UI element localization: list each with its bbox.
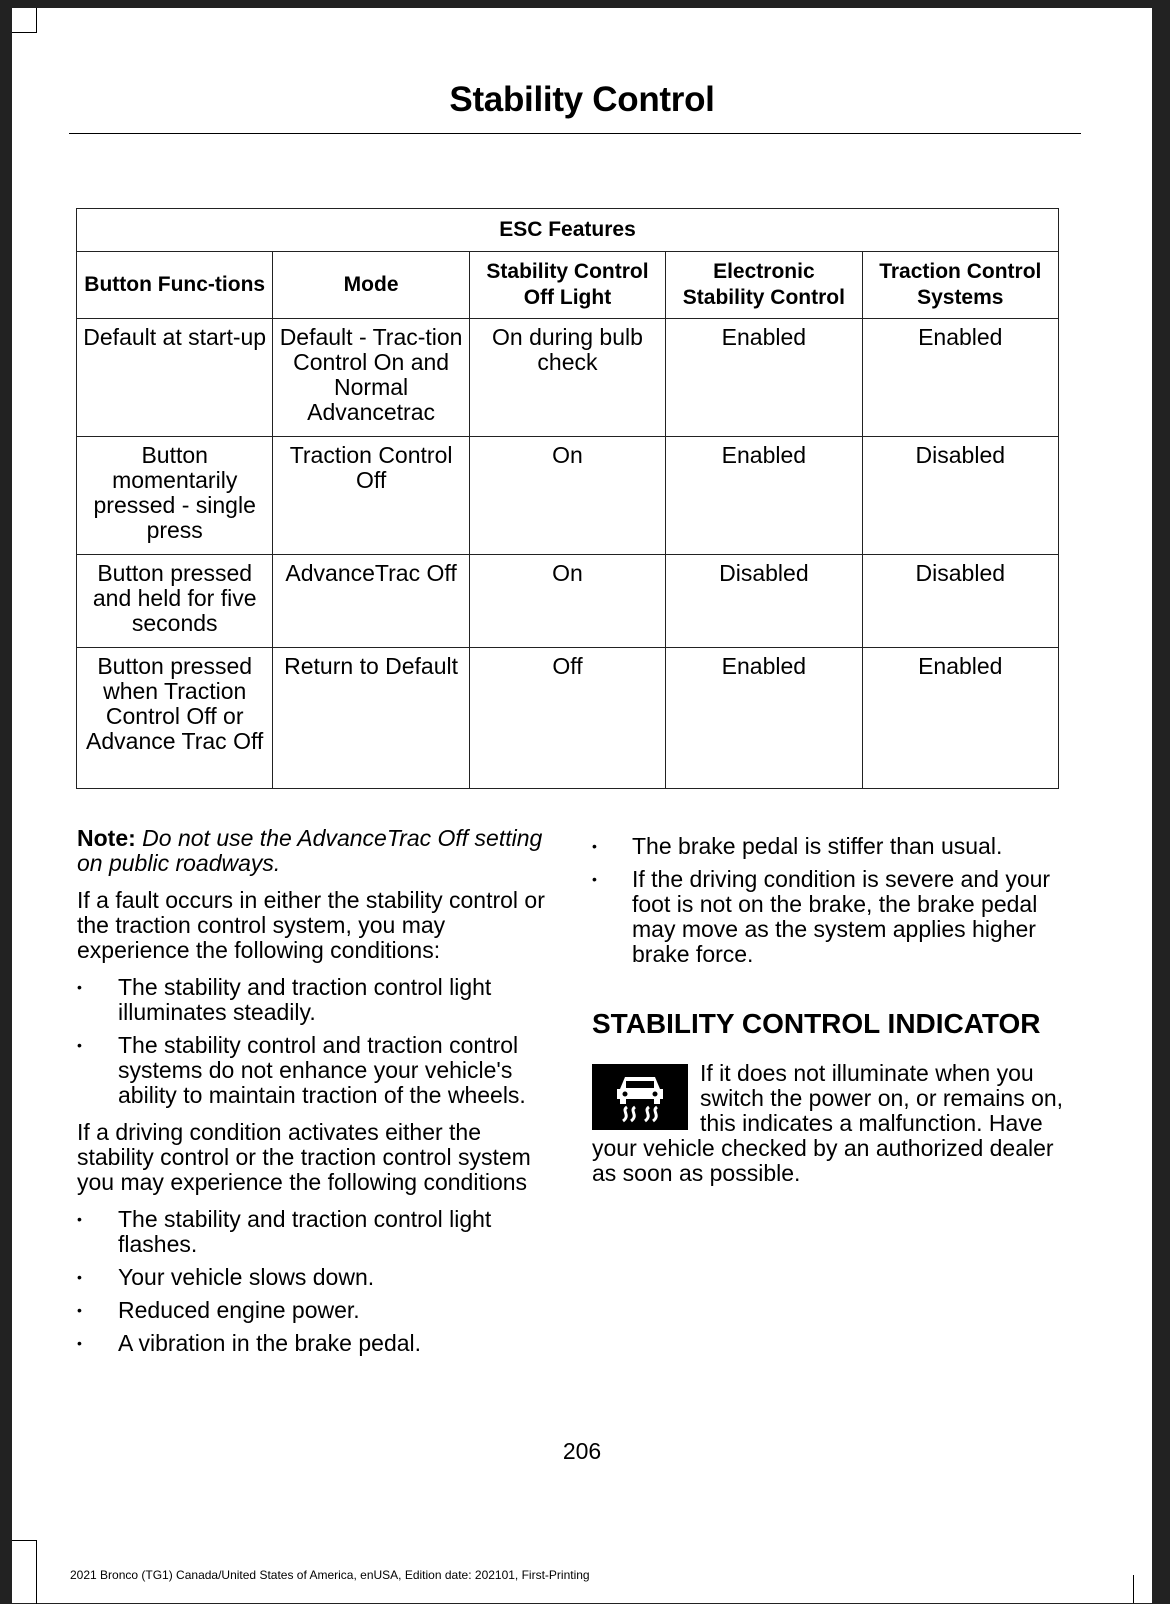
- bullet-list: [592, 834, 1072, 967]
- bullet-list: [77, 1207, 547, 1356]
- table-cell: Default at start-up: [77, 319, 273, 437]
- paragraph: If a driving condition activates either the stability control or the traction control system you may experience the following conditions: [77, 1119, 531, 1195]
- bullet-icon: •: [77, 1211, 82, 1227]
- table-cell: On: [469, 555, 665, 648]
- list-item: • A vibration in the brake pedal.: [77, 1330, 422, 1356]
- table-cell: Disabled: [862, 437, 1058, 555]
- table-row: [77, 319, 1059, 437]
- page-number: 206: [562, 1438, 602, 1464]
- title-rule: [69, 133, 1081, 134]
- table-cell: Enabled: [666, 437, 862, 555]
- note: [77, 826, 547, 876]
- table-cell: Disabled: [666, 555, 862, 648]
- bullet-icon: •: [77, 1269, 82, 1285]
- list-item: • The brake pedal is stiffer than usual.: [592, 833, 1003, 859]
- table-cell: Enabled: [862, 648, 1058, 789]
- table-cell: Traction Control Off: [273, 437, 469, 555]
- bullet-icon: •: [77, 1335, 82, 1351]
- footer-text: 2021 Bronco (TG1) Canada/United States of America, enUSA, Edition date: 202101, First-Printing: [70, 1568, 590, 1582]
- bullet-list: [77, 975, 547, 1108]
- section-heading: STABILITY CONTROL INDICATOR: [592, 1008, 1041, 1039]
- table-cell: Button pressed and held for five seconds: [77, 555, 273, 648]
- list-item: • The stability and traction control light flashes.: [77, 1206, 492, 1257]
- page-title: Stability Control: [449, 80, 715, 119]
- table-cell: Return to Default: [273, 648, 469, 789]
- note-text: Do not use the AdvanceTrac Off setting on public roadways.: [77, 825, 543, 876]
- table-caption: ESC Features: [77, 209, 1059, 252]
- esc-features-table: [76, 208, 1059, 789]
- table-row: [77, 437, 1059, 555]
- table-cell: Off: [469, 648, 665, 789]
- column-header: Traction Control Systems: [862, 252, 1058, 319]
- bullet-icon: •: [77, 979, 82, 995]
- table-row: [77, 648, 1059, 789]
- list-item: • The stability control and traction control systems do not enhance your vehicle's ability to maintain traction of the wheels.: [77, 1032, 526, 1108]
- table-row: [77, 555, 1059, 648]
- list-item: • If the driving condition is severe and your foot is not on the brake, the brake pedal may move as the system applies higher brake force.: [592, 866, 1051, 967]
- bullet-icon: •: [592, 838, 597, 854]
- stability-control-indicator-icon: [592, 1064, 688, 1130]
- table-cell: AdvanceTrac Off: [273, 555, 469, 648]
- right-column: [592, 834, 1072, 1186]
- table-cell: Enabled: [666, 648, 862, 789]
- column-header: Button Func-tions: [77, 252, 273, 319]
- paragraph: If a fault occurs in either the stability control or the traction control system, you may experience the following conditions:: [77, 887, 545, 963]
- indicator-description: If it does not illuminate when you switch the power on, or remains on, this indicates a malfunction. Have your vehicle checked by an authorized dealer as soon as possible.: [592, 1060, 1064, 1186]
- table-cell: Button momentarily pressed - single press: [77, 437, 273, 555]
- table-cell: Default - Trac-tion Control On and Normal Advancetrac: [273, 319, 469, 437]
- bullet-icon: •: [77, 1302, 82, 1318]
- indicator-block: [592, 1061, 1072, 1186]
- bullet-icon: •: [592, 871, 597, 887]
- table-cell: Enabled: [862, 319, 1058, 437]
- bullet-icon: •: [77, 1037, 82, 1053]
- column-header: Stability Control Off Light: [469, 252, 665, 319]
- list-item: • The stability and traction control light illuminates steadily.: [77, 974, 492, 1025]
- left-column: [77, 826, 547, 1368]
- table-cell: Disabled: [862, 555, 1058, 648]
- list-item: • Reduced engine power.: [77, 1297, 360, 1323]
- table-cell: Enabled: [666, 319, 862, 437]
- list-item: • Your vehicle slows down.: [77, 1264, 375, 1290]
- table-cell: On: [469, 437, 665, 555]
- table-cell: On during bulb check: [469, 319, 665, 437]
- note-label: Note:: [77, 825, 136, 851]
- table-cell: Button pressed when Traction Control Off or Advance Trac Off: [77, 648, 273, 789]
- column-header: Mode: [273, 252, 469, 319]
- column-header: Electronic Stability Control: [666, 252, 862, 319]
